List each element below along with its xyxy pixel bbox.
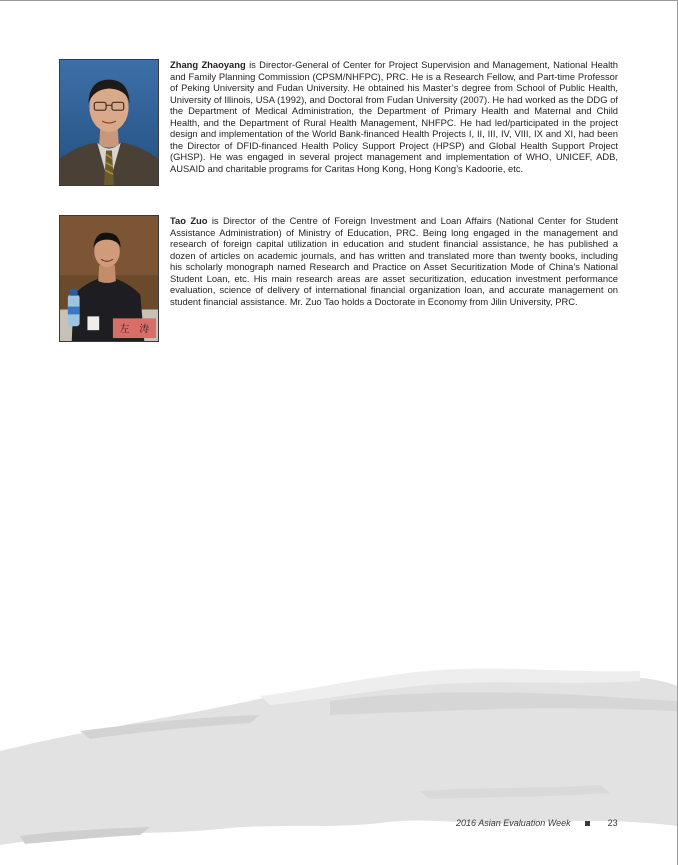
square-separator-icon [585, 821, 590, 826]
footer-title: 2016 Asian Evaluation Week [456, 818, 571, 828]
page-footer [456, 818, 618, 828]
bio-text [170, 215, 618, 307]
portrait-photo [59, 215, 159, 342]
decorative-brush-band [0, 641, 678, 865]
bio-description: is Director-General of Center for Project Supervision and Management, National Health and Family Planning Commission (CPSM/NHFPC), PRC. He is a Research Fellow, and Part-time Professor of Peking University and Fudan University. He obtained his Master’s degree from School of Public Health, University of Illinois, USA (1992), and Doctoral from Fudan University (2007). He had worked as the DDG of the Department of Medical Administration, the Department of Primary Health and Maternal and Child Health, and the Department of Rural Health Management, NHFPC. He had led/participated in the project design and implementation of the World Bank-financed Health Projects I, II, III, IV, VIII, IX and XI, had been the Director of DFID-financed Health Policy Support Project (HPSP) and Global Health Support Project (GHSP). He was engaged in several project management and implementation of WHO, UNICEF, ADB, AUSAID and charitable programs for Caritas Hong Kong, Hong Kong’s Kadoorie, etc. [170, 59, 618, 174]
bio-name: Zhang Zhaoyang [170, 59, 246, 70]
bio-text [170, 59, 618, 174]
bio-name: Tao Zuo [170, 215, 208, 226]
nameplate-text: 左 涛 [119, 324, 150, 336]
bio-description: is Director of the Centre of Foreign Investment and Loan Affairs (National Center for Student Assistance Administration) of Ministry of Education, PRC. Being long engaged in the management and research of foreign capital utilization in education and student financial assistance, he has published a dozen of articles on academic journals, and has written and translated more than twenty books, including his scholarly monograph named Research and Practice on Asset Securitization Mode of China’s National Student Loan, etc. His main research areas are asset securitization, education investment performance evaluation, science of delivery of international financial organization loan, and accurate management on student financial assistance. Mr. Zuo Tao holds a Doctorate in Economy from Jilin University, PRC. [170, 215, 618, 307]
page-number: 23 [607, 818, 618, 828]
portrait-photo [59, 59, 159, 186]
